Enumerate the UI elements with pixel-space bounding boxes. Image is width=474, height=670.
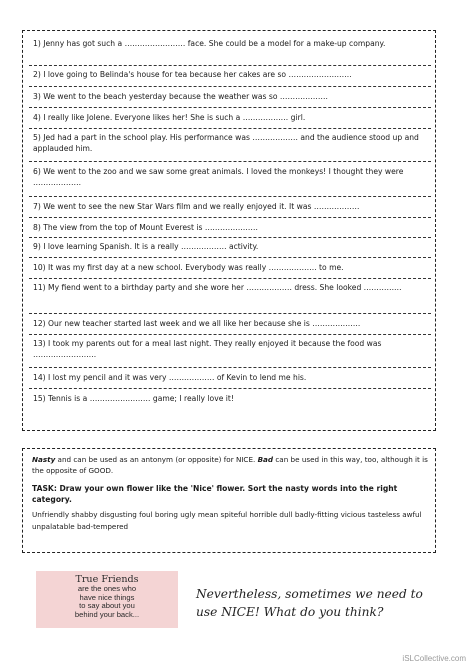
nice-quote: Nevertheless, sometimes we need to use NICE! What do you think? bbox=[196, 587, 423, 619]
exercise-box bbox=[22, 30, 436, 431]
nasty-paragraph bbox=[32, 455, 428, 476]
bad-word: Bad bbox=[257, 455, 274, 464]
question-11: 11) My fiend went to a birthday party and she wore her ……………… dress. She looked …………… bbox=[33, 283, 402, 292]
separator bbox=[29, 107, 431, 108]
nasty-text: and can be used as an antonym (or opposite) for NICE. bbox=[55, 455, 258, 464]
true-friends-line: to say about you bbox=[79, 601, 135, 611]
task-paragraph bbox=[32, 483, 428, 505]
question-2: 2) I love going to Belinda's house for tea because her cakes are so ……………………. bbox=[33, 70, 352, 79]
true-friends-line: are the ones who bbox=[77, 584, 137, 593]
info-box bbox=[22, 448, 436, 553]
separator bbox=[29, 278, 431, 279]
question-13: 13) I took my parents out for a meal last night. They really enjoyed it because the food was ……………………. bbox=[33, 339, 382, 360]
true-friends-title: True Friends bbox=[75, 574, 139, 585]
separator bbox=[29, 367, 431, 368]
question-9: 9) I love learning Spanish. It is a really ……………… activity. bbox=[33, 242, 259, 251]
separator bbox=[29, 237, 431, 238]
separator bbox=[29, 161, 431, 162]
true-friends-image bbox=[36, 571, 178, 628]
separator bbox=[29, 128, 431, 129]
question-3: 3) We went to the beach yesterday because the weather was so ………………. bbox=[33, 92, 328, 101]
question-1: 1) Jenny has got such a …………………… face. She could be a model for a make-up company. bbox=[33, 39, 386, 48]
separator bbox=[29, 334, 431, 335]
question-5: 5) Jed had a part in the school play. His performance was ……………… and the audience stood up and applauded him. bbox=[33, 133, 419, 154]
true-friends-line: behind your back... bbox=[74, 609, 140, 619]
task-label: TASK: bbox=[32, 484, 57, 493]
separator bbox=[29, 257, 431, 258]
question-14: 14) I lost my pencil and it was very ……………… of Kevin to lend me his. bbox=[33, 373, 307, 382]
true-friends-line: have nice things bbox=[79, 592, 135, 602]
separator bbox=[29, 388, 431, 389]
site-watermark: iSLCollective.com bbox=[402, 654, 466, 663]
separator bbox=[29, 86, 431, 87]
separator bbox=[29, 65, 431, 66]
separator bbox=[29, 196, 431, 197]
question-15: 15) Tennis is a …………………… game; I really love it! bbox=[33, 394, 234, 403]
question-8: 8) The view from the top of Mount Everest is ………………… bbox=[33, 223, 258, 232]
question-7: 7) We went to see the new Star Wars film and we really enjoyed it. It was ……………… bbox=[33, 202, 360, 211]
nasty-word: Nasty bbox=[32, 455, 56, 464]
question-10: 10) It was my first day at a new school. Everybody was really ………………. to me. bbox=[33, 263, 344, 272]
separator bbox=[29, 313, 431, 314]
nasty-word-list: Unfriendly shabby disgusting foul boring ugly mean spiteful horrible dull badly-fitting vicious tasteless awful unpalatable bad-tempered bbox=[32, 510, 422, 531]
bad-text: can be used in this way, too, although it is the opposite of GOOD. bbox=[32, 455, 428, 475]
separator bbox=[29, 217, 431, 218]
question-4: 4) I really like Jolene. Everyone likes her! She is such a ……………… girl. bbox=[33, 113, 306, 122]
question-6: 6) We went to the zoo and we saw some great animals. I loved the monkeys! I thought they were ………………. bbox=[33, 167, 404, 188]
task-text: Draw your own flower like the 'Nice' flower. Sort the nasty words into the right category. bbox=[32, 484, 398, 505]
question-12: 12) Our new teacher started last week and we all like her because she is ………………. bbox=[33, 319, 361, 328]
